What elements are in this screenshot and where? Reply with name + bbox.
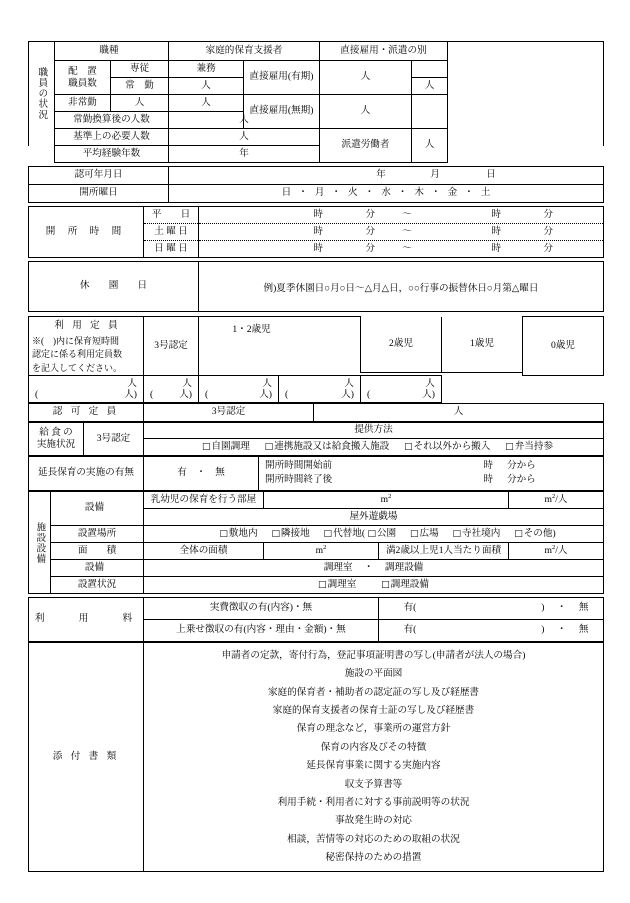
open-hours-label: 開 所 時 間: [29, 207, 144, 258]
open-hours-weekday-value[interactable]: [199, 207, 604, 224]
location-label: 設置場所: [51, 526, 144, 543]
age0-person-unit: 人: [425, 377, 435, 389]
approval-month: 月: [430, 169, 440, 181]
sep-1: ・: [298, 187, 308, 199]
attachment-item: 収支予算書等: [344, 778, 403, 790]
approved-capacity-type3: 3号認定: [144, 404, 314, 422]
closed-days-table: [28, 261, 604, 312]
dispatched-worker-label: 派遣労働者: [320, 129, 412, 163]
open-day-thu[interactable]: 木: [414, 187, 424, 199]
install-status-options[interactable]: [144, 577, 604, 594]
approval-day: 日: [486, 169, 496, 181]
staff-status-table: [28, 41, 604, 163]
capacity-table: [28, 316, 604, 403]
attachments-table: [28, 642, 604, 872]
closed-days-label: 休 園 日: [29, 262, 199, 312]
attachment-item: 保育の内容及びその特徴: [320, 741, 427, 753]
fulltime-exclusive-value[interactable]: 人: [169, 78, 244, 95]
age12-person-unit: 人: [182, 377, 192, 389]
sunday-end-minute: 分: [543, 242, 553, 254]
capacity-type3-value[interactable]: [29, 376, 144, 403]
sep-6: ・: [464, 187, 474, 199]
open-day-tue[interactable]: 火: [348, 187, 358, 199]
age1-paren-close: 人): [341, 389, 354, 401]
sep-4: ・: [397, 187, 408, 199]
capacity-age-0-value[interactable]: [361, 376, 442, 403]
meal-method-options[interactable]: [144, 439, 604, 456]
surcharge-paren-close: ): [541, 624, 545, 636]
age1-person-unit: 人: [344, 377, 354, 389]
capacity-label: 利 用 定 員: [54, 320, 121, 331]
approval-date-value[interactable]: [169, 167, 604, 185]
type3-paren-open: (: [35, 389, 39, 401]
sunday-end-hour: 時: [491, 242, 501, 254]
direct-permanent-label: 直接雇用(無期): [244, 95, 320, 129]
checkbox-alternative-land[interactable]: □ 代替地(: [324, 528, 366, 539]
total-area-value[interactable]: $m^2$: [264, 543, 379, 560]
surcharge-no[interactable]: 無: [578, 624, 589, 636]
attachment-item: 家庭的保育者・補助者の認定証の写し及び経歴書: [267, 686, 480, 698]
open-days-values[interactable]: [169, 185, 604, 203]
form-sheet: [28, 41, 603, 872]
open-day-sun[interactable]: 日: [281, 187, 292, 199]
employment-blank-filler: [448, 146, 604, 163]
checkbox-partner-facility[interactable]: □ 連携施設又は給食搬入施設: [265, 441, 390, 452]
open-hours-sunday-label: 日 曜 日: [144, 241, 199, 258]
fulltime-label: 常 勤: [111, 78, 169, 95]
per-child-area-label: 満2歳以上児1人当たり面積: [379, 543, 509, 560]
usage-fee-table: [28, 597, 604, 642]
assigned-staff-label: 配 置 職員数: [55, 61, 111, 95]
direct-fixed-term-unit: 人: [320, 61, 412, 95]
checkbox-kitchen-room[interactable]: □ 調理室: [318, 579, 356, 590]
checkbox-plaza[interactable]: □ 広場: [410, 528, 439, 539]
extended-care-table: [28, 456, 604, 491]
kitchen-sep: ・: [363, 561, 374, 573]
before-open-minute: 分から: [507, 460, 536, 472]
open-day-fri[interactable]: 金: [447, 187, 458, 199]
approval-and-opendays-table: [28, 166, 604, 203]
surcharge-sep: ・: [556, 624, 567, 636]
open-hours-saturday-value[interactable]: [199, 224, 604, 241]
infant-room-label: 乳幼児の保育を行う部屋: [144, 492, 264, 509]
open-day-mon[interactable]: 月: [314, 187, 325, 199]
concurrent-header: 兼務: [169, 61, 244, 78]
open-day-wed[interactable]: 水: [381, 187, 391, 199]
attachment-item: 保育の理念など，事業所の運営方針: [296, 723, 451, 735]
attachment-item: 延長保育事業に関する実施内容: [306, 760, 441, 772]
capacity-age-2-header: 2歳児: [361, 317, 442, 373]
sep-2: ・: [331, 187, 342, 199]
fte-count-value[interactable]: 人: [169, 112, 320, 129]
surcharge-value[interactable]: [379, 620, 604, 642]
staff-status-label-text: 職員の状況: [36, 67, 48, 121]
extended-care-label: 延長保育の実施の有無: [29, 457, 144, 491]
age0-paren-open: (: [367, 389, 371, 401]
install-status-label: 設置状況: [51, 577, 144, 594]
attachment-item: 利用手続・利用者に対する事前説明等の状況: [277, 797, 470, 809]
saturday-start-hour: 時: [313, 225, 323, 237]
saturday-start-minute: 分: [365, 225, 375, 237]
parttime-exclusive-value[interactable]: 人: [111, 95, 169, 112]
open-day-sat[interactable]: 土: [480, 187, 491, 199]
avg-years-value[interactable]: 年: [169, 146, 320, 163]
equipment-label: 設備: [51, 492, 144, 526]
open-hours-saturday-label: 土 曜 日: [144, 224, 199, 241]
capacity-note-3: を記入してください。: [32, 362, 123, 373]
capacity-age-0-header: 0歳児: [523, 317, 604, 376]
per-child-area-value[interactable]: $m^2/$人: [509, 543, 604, 560]
cooking-equipment-label: 調理設備: [384, 561, 424, 573]
meal-method-header: 提供方法: [144, 423, 604, 439]
capacity-age-1-value[interactable]: [279, 376, 361, 403]
checkbox-bring-lunch[interactable]: □ 弁当持参: [505, 441, 553, 452]
weekday-start-hour: 時: [313, 208, 323, 220]
checkbox-adjacent-land[interactable]: □ 隣接地: [271, 528, 309, 539]
sep-5: ・: [430, 187, 441, 199]
facility-equipment-table: [28, 491, 604, 594]
staff-status-row-label: [29, 42, 55, 146]
sep-3: ・: [364, 187, 375, 199]
checkbox-on-site[interactable]: □ 敷地内: [219, 528, 257, 539]
attachment-item: 相談，苦情等の対応のための取組の状況: [287, 833, 460, 845]
weekday-end-minute: 分: [543, 208, 553, 220]
outdoor-playground-header: 屋外遊戯場: [144, 509, 604, 526]
age12-paren-open: (: [150, 389, 154, 401]
extended-care-times[interactable]: [259, 457, 604, 491]
fulltime-concurrent-value[interactable]: 人: [412, 78, 448, 95]
approval-date-label: 認可年月日: [29, 167, 169, 185]
extended-care-sep: ・: [196, 467, 206, 479]
required-count-value[interactable]: 人: [169, 129, 320, 146]
age1-paren-open: (: [285, 389, 289, 401]
checkbox-other-location[interactable]: □ その他): [514, 528, 556, 539]
attachments-list: [144, 643, 604, 872]
capacity-age-1-2-header: 1・2歳児: [199, 317, 361, 373]
attachment-item: 申請者の定款，寄付行為，登記事項証明書の写し(申請者が法人の場合): [221, 649, 526, 661]
attachments-label: 添 付 書 類: [29, 643, 144, 872]
actual-cost-paren-close: ): [541, 602, 545, 614]
before-open-hour: 時: [483, 460, 493, 472]
location-options[interactable]: [144, 526, 604, 543]
sunday-start-minute: 分: [365, 242, 375, 254]
capacity-note-1: ※( )内に保育短時間: [32, 335, 119, 346]
avg-years-label: 平均経験年数: [55, 146, 169, 163]
required-count-label: 基準上の必要人数: [55, 129, 169, 146]
capacity-note-2: 認定に係る利用定員数: [32, 349, 123, 360]
checkbox-temple-grounds[interactable]: □ 寺社境内: [452, 528, 500, 539]
extended-care-no[interactable]: 無: [215, 467, 225, 479]
saturday-end-minute: 分: [543, 225, 553, 237]
surcharge-label: 上乗せ徴収の有(内容・理由・金額)・無: [144, 620, 379, 642]
exclusive-header: 専従: [111, 61, 169, 78]
age2-person-unit: 人: [262, 377, 272, 389]
meal-service-label: 給 食 の 実施状況: [29, 423, 84, 456]
capacity-age-2-value[interactable]: [199, 376, 279, 403]
area-label: 面 積: [51, 543, 144, 560]
checkbox-other-delivery[interactable]: □ それ以外から搬入: [404, 441, 490, 452]
parttime-label: 非常勤: [55, 95, 111, 112]
actual-cost-label: 実費徴収の有(内容)・無: [144, 598, 379, 620]
meal-service-type3: 3号認定: [84, 423, 144, 456]
attachment-item: 事故発生時の対応: [335, 815, 412, 827]
equipment-label-2: 設備: [51, 560, 144, 577]
open-hours-weekday-label: 平 日: [144, 207, 199, 224]
after-close-minute: 分から: [507, 474, 536, 486]
capacity-type3-header: 3号認定: [144, 317, 199, 376]
age2-paren-open: (: [205, 389, 209, 401]
sunday-start-hour: 時: [313, 242, 323, 254]
fte-count-label: 常勤換算後の人数: [55, 112, 169, 129]
infant-room-area-per-child[interactable]: $m^2/$人: [509, 492, 604, 509]
meal-service-table: [28, 422, 604, 456]
weekday-end-hour: 時: [491, 208, 501, 220]
after-close-hour: 時: [483, 474, 493, 486]
extended-care-yes[interactable]: 有: [177, 467, 187, 479]
facility-label-text: 施設設備: [34, 521, 46, 564]
capacity-age-1-2-value[interactable]: [144, 376, 199, 403]
parttime-concurrent-value[interactable]: 人: [169, 95, 244, 112]
home-care-supporter-header: 家庭的保育支援者: [169, 42, 320, 61]
attachment-item: 施設の平面図: [344, 668, 403, 680]
surcharge-yes[interactable]: 有(: [403, 624, 417, 636]
direct-permanent-unit[interactable]: 人: [320, 95, 412, 129]
employment-type-blank-cell: [448, 42, 604, 146]
age2-paren-close: 人): [259, 389, 272, 401]
staff-status-label-filler: [29, 146, 55, 163]
open-hours-table: [28, 206, 604, 258]
kitchen-equipment-header: [144, 560, 604, 577]
kitchen-room-label: 調理室: [323, 561, 353, 573]
actual-cost-no[interactable]: 無: [578, 602, 589, 614]
checkbox-cooking-equipment[interactable]: □ 調理設備: [381, 579, 429, 590]
capacity-label-block: [29, 317, 144, 376]
facility-row-label: [29, 492, 51, 594]
age0-paren-close: 人): [422, 389, 435, 401]
actual-cost-value[interactable]: [379, 598, 604, 620]
saturday-end-hour: 時: [491, 225, 501, 237]
job-type-label: 職種: [55, 42, 169, 61]
sunday-tilde: ～: [402, 242, 412, 254]
weekday-tilde: ～: [402, 208, 412, 220]
total-area-label: 全体の面積: [144, 543, 264, 560]
open-hours-sunday-value[interactable]: [199, 241, 604, 258]
checkbox-park[interactable]: □ 公園: [367, 528, 396, 539]
saturday-tilde: ～: [402, 225, 412, 237]
type3-person-unit: 人: [127, 377, 137, 389]
checkbox-own-kitchen[interactable]: □ 自園調理: [202, 441, 250, 452]
after-close-label: 開所時間終了後: [265, 474, 333, 486]
before-open-label: 開所時間開始前: [265, 460, 333, 472]
age12-paren-close: 人): [179, 389, 192, 401]
dispatched-worker-unit[interactable]: 人: [412, 129, 448, 163]
employment-type-header: 直接雇用・派遣の別: [320, 42, 448, 61]
direct-fixed-term-label: 直接雇用(有期): [244, 61, 320, 95]
infant-room-area[interactable]: $m^2$: [264, 492, 509, 509]
extended-care-yesno[interactable]: [144, 457, 259, 491]
approval-year: 年: [376, 169, 386, 181]
attachment-item: 家庭的保育支援者の保育士証の写し及び経歴書: [272, 705, 475, 717]
approved-capacity-value[interactable]: 人: [314, 404, 604, 422]
approved-capacity-label: 認 可 定 員: [29, 404, 144, 422]
attachment-item: 秘密保持のための措置: [325, 852, 422, 864]
actual-cost-yes[interactable]: 有(: [403, 602, 417, 614]
capacity-age-1-header: 1歳児: [442, 317, 523, 373]
approved-capacity-table: [28, 403, 604, 422]
usage-fee-label: 利 用 料: [29, 598, 144, 642]
open-days-label: 開所曜日: [29, 185, 169, 203]
closed-days-example[interactable]: 例)夏季休園日○月○日～△月△日，○○行事の振替休日○月第△曜日: [199, 262, 604, 312]
actual-cost-sep: ・: [556, 602, 567, 614]
type3-paren-close: 人): [124, 389, 137, 401]
weekday-start-minute: 分: [365, 208, 375, 220]
